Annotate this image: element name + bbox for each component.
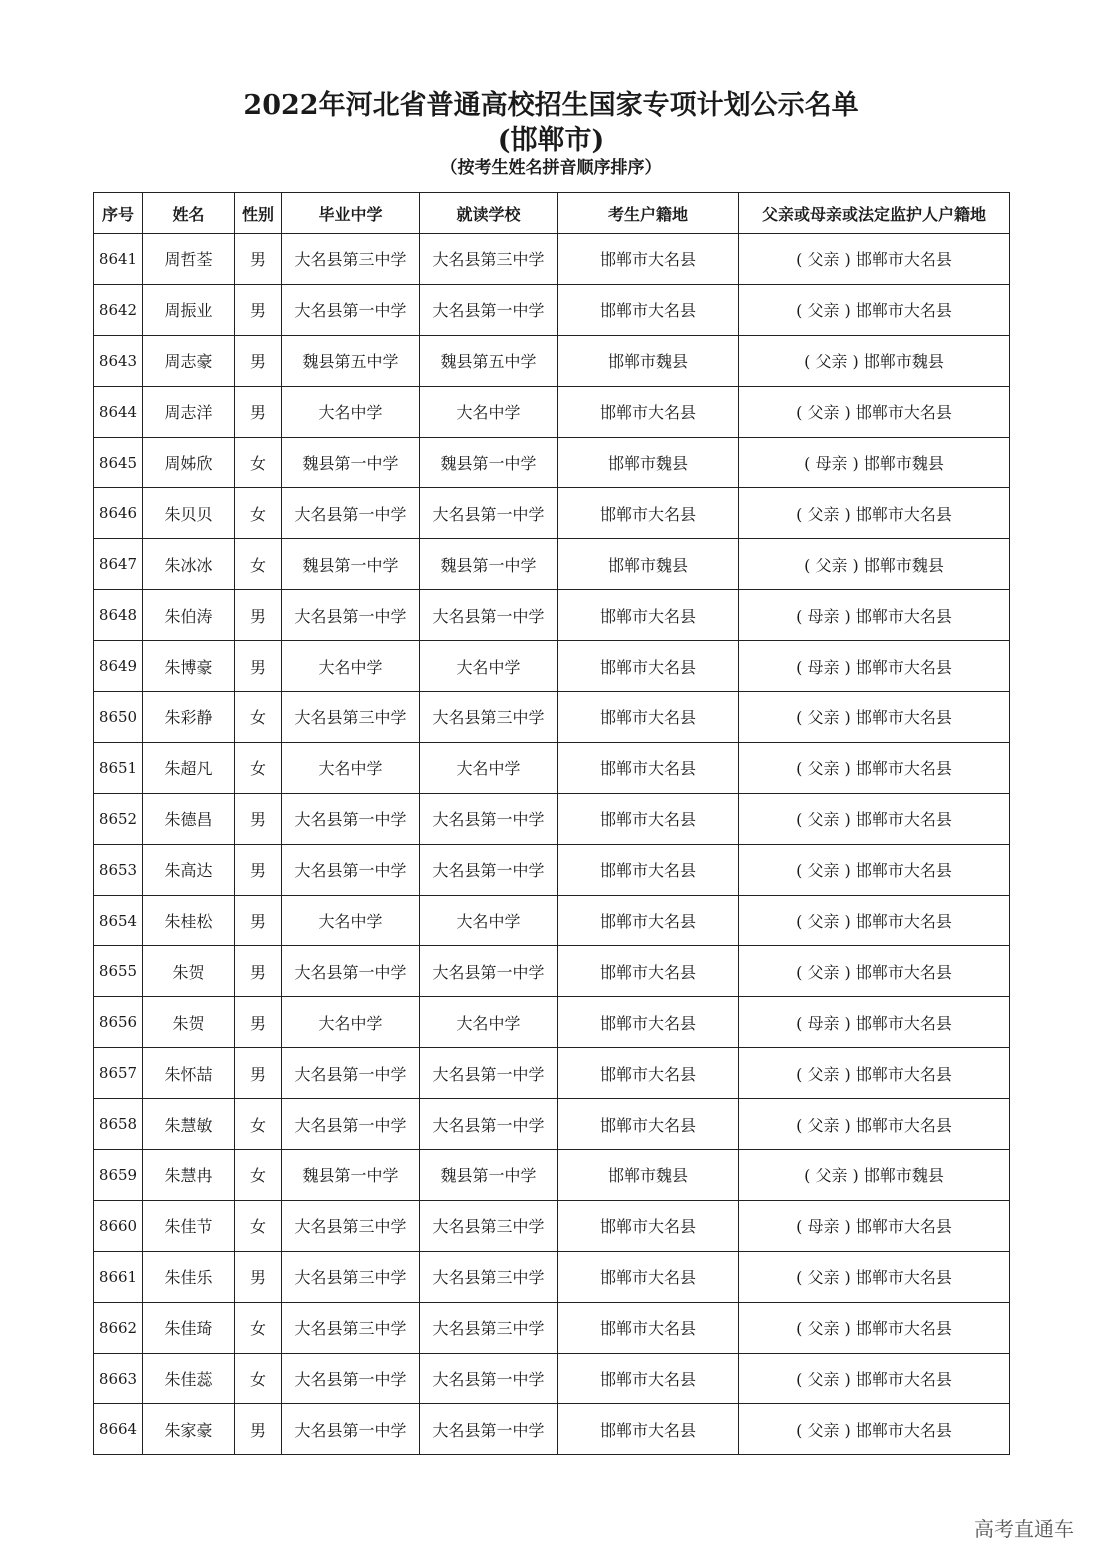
cell-grad-school: 大名县第三中学 xyxy=(282,1251,420,1302)
cell-guardian-hukou: ( 母亲 ) 邯郸市大名县 xyxy=(739,997,1010,1048)
header-col-student-hukou: 考生户籍地 xyxy=(558,193,739,234)
cell-name: 周姊欣 xyxy=(143,437,235,488)
cell-gender: 男 xyxy=(235,641,282,692)
cell-no: 8645 xyxy=(94,437,143,488)
cell-gender: 男 xyxy=(235,284,282,335)
cell-student-hukou: 邯郸市大名县 xyxy=(558,742,739,793)
table-row xyxy=(94,386,1010,437)
cell-student-hukou: 邯郸市魏县 xyxy=(558,437,739,488)
cell-no: 8656 xyxy=(94,997,143,1048)
cell-grad-school: 大名县第一中学 xyxy=(282,844,420,895)
cell-guardian-hukou: ( 父亲 ) 邯郸市大名县 xyxy=(739,1302,1010,1353)
cell-student-hukou: 邯郸市大名县 xyxy=(558,1404,739,1455)
cell-grad-school: 大名县第一中学 xyxy=(282,793,420,844)
watermark-text: 高考直通车 xyxy=(974,1517,1074,1541)
table-row xyxy=(94,1302,1010,1353)
table-row xyxy=(94,1200,1010,1251)
cell-gender: 男 xyxy=(235,844,282,895)
cell-name: 朱佳蕊 xyxy=(143,1353,235,1404)
cell-gender: 女 xyxy=(235,488,282,539)
table-row xyxy=(94,590,1010,641)
cell-gender: 女 xyxy=(235,1353,282,1404)
cell-no: 8642 xyxy=(94,284,143,335)
cell-name: 朱彩静 xyxy=(143,692,235,743)
cell-no: 8663 xyxy=(94,1353,143,1404)
cell-grad-school: 大名中学 xyxy=(282,997,420,1048)
cell-guardian-hukou: ( 父亲 ) 邯郸市魏县 xyxy=(739,539,1010,590)
cell-name: 朱超凡 xyxy=(143,742,235,793)
cell-student-hukou: 邯郸市魏县 xyxy=(558,539,739,590)
cell-gender: 男 xyxy=(235,1048,282,1099)
table-row xyxy=(94,1099,1010,1150)
cell-student-hukou: 邯郸市魏县 xyxy=(558,335,739,386)
cell-no: 8664 xyxy=(94,1404,143,1455)
cell-name: 朱慧冉 xyxy=(143,1150,235,1201)
cell-no: 8654 xyxy=(94,895,143,946)
cell-no: 8646 xyxy=(94,488,143,539)
cell-grad-school: 魏县第一中学 xyxy=(282,539,420,590)
cell-current-school: 大名县第三中学 xyxy=(420,692,558,743)
cell-current-school: 魏县第五中学 xyxy=(420,335,558,386)
roster-table xyxy=(93,192,1010,1455)
cell-student-hukou: 邯郸市大名县 xyxy=(558,946,739,997)
cell-name: 朱桂松 xyxy=(143,895,235,946)
cell-gender: 女 xyxy=(235,1150,282,1201)
table-header-row xyxy=(94,193,1010,234)
table-row xyxy=(94,692,1010,743)
cell-student-hukou: 邯郸市魏县 xyxy=(558,1150,739,1201)
cell-grad-school: 大名县第三中学 xyxy=(282,234,420,285)
cell-student-hukou: 邯郸市大名县 xyxy=(558,1048,739,1099)
header-col-name: 姓名 xyxy=(143,193,235,234)
cell-guardian-hukou: ( 父亲 ) 邯郸市大名县 xyxy=(739,1404,1010,1455)
document-city: (邯郸市) xyxy=(497,125,605,156)
cell-student-hukou: 邯郸市大名县 xyxy=(558,1353,739,1404)
cell-current-school: 大名县第三中学 xyxy=(420,1302,558,1353)
cell-no: 8661 xyxy=(94,1251,143,1302)
cell-guardian-hukou: ( 父亲 ) 邯郸市大名县 xyxy=(739,844,1010,895)
cell-guardian-hukou: ( 父亲 ) 邯郸市大名县 xyxy=(739,692,1010,743)
cell-grad-school: 大名县第三中学 xyxy=(282,692,420,743)
cell-name: 朱贝贝 xyxy=(143,488,235,539)
cell-student-hukou: 邯郸市大名县 xyxy=(558,1099,739,1150)
table-row xyxy=(94,793,1010,844)
cell-gender: 女 xyxy=(235,539,282,590)
cell-current-school: 大名县第三中学 xyxy=(420,1200,558,1251)
cell-name: 朱佳琦 xyxy=(143,1302,235,1353)
cell-no: 8662 xyxy=(94,1302,143,1353)
cell-current-school: 大名中学 xyxy=(420,742,558,793)
cell-no: 8653 xyxy=(94,844,143,895)
cell-grad-school: 魏县第一中学 xyxy=(282,437,420,488)
cell-gender: 男 xyxy=(235,946,282,997)
cell-grad-school: 大名中学 xyxy=(282,742,420,793)
table-body xyxy=(94,234,1010,1455)
cell-grad-school: 魏县第五中学 xyxy=(282,335,420,386)
cell-name: 周志豪 xyxy=(143,335,235,386)
cell-student-hukou: 邯郸市大名县 xyxy=(558,692,739,743)
cell-current-school: 魏县第一中学 xyxy=(420,1150,558,1201)
cell-guardian-hukou: ( 父亲 ) 邯郸市大名县 xyxy=(739,1353,1010,1404)
cell-no: 8657 xyxy=(94,1048,143,1099)
cell-gender: 男 xyxy=(235,335,282,386)
sort-note: （按考生姓名拼音顺序排序） xyxy=(440,158,662,178)
cell-grad-school: 大名县第一中学 xyxy=(282,284,420,335)
cell-no: 8649 xyxy=(94,641,143,692)
cell-gender: 女 xyxy=(235,1099,282,1150)
table-row xyxy=(94,1150,1010,1201)
cell-gender: 男 xyxy=(235,793,282,844)
cell-guardian-hukou: ( 父亲 ) 邯郸市大名县 xyxy=(739,895,1010,946)
header-col-gender: 性别 xyxy=(235,193,282,234)
cell-grad-school: 大名中学 xyxy=(282,386,420,437)
cell-gender: 男 xyxy=(235,386,282,437)
cell-guardian-hukou: ( 父亲 ) 邯郸市大名县 xyxy=(739,742,1010,793)
cell-student-hukou: 邯郸市大名县 xyxy=(558,895,739,946)
cell-current-school: 大名中学 xyxy=(420,641,558,692)
cell-name: 朱佳节 xyxy=(143,1200,235,1251)
cell-gender: 女 xyxy=(235,1200,282,1251)
cell-grad-school: 大名县第三中学 xyxy=(282,1200,420,1251)
table-row xyxy=(94,641,1010,692)
cell-current-school: 大名县第一中学 xyxy=(420,793,558,844)
cell-guardian-hukou: ( 母亲 ) 邯郸市大名县 xyxy=(739,641,1010,692)
cell-current-school: 大名县第一中学 xyxy=(420,844,558,895)
cell-no: 8650 xyxy=(94,692,143,743)
table-row xyxy=(94,895,1010,946)
cell-guardian-hukou: ( 母亲 ) 邯郸市魏县 xyxy=(739,437,1010,488)
cell-gender: 男 xyxy=(235,1251,282,1302)
cell-grad-school: 大名县第三中学 xyxy=(282,1302,420,1353)
cell-grad-school: 大名县第一中学 xyxy=(282,1353,420,1404)
table-row xyxy=(94,1048,1010,1099)
cell-student-hukou: 邯郸市大名县 xyxy=(558,997,739,1048)
cell-guardian-hukou: ( 父亲 ) 邯郸市大名县 xyxy=(739,793,1010,844)
cell-name: 周哲荃 xyxy=(143,234,235,285)
cell-student-hukou: 邯郸市大名县 xyxy=(558,1251,739,1302)
cell-student-hukou: 邯郸市大名县 xyxy=(558,793,739,844)
cell-name: 周志洋 xyxy=(143,386,235,437)
cell-student-hukou: 邯郸市大名县 xyxy=(558,386,739,437)
cell-name: 朱贺 xyxy=(143,946,235,997)
cell-guardian-hukou: ( 父亲 ) 邯郸市大名县 xyxy=(739,1048,1010,1099)
cell-grad-school: 大名县第一中学 xyxy=(282,1099,420,1150)
cell-grad-school: 大名县第一中学 xyxy=(282,488,420,539)
cell-no: 8651 xyxy=(94,742,143,793)
cell-name: 朱德昌 xyxy=(143,793,235,844)
cell-current-school: 大名中学 xyxy=(420,386,558,437)
cell-student-hukou: 邯郸市大名县 xyxy=(558,488,739,539)
cell-name: 朱慧敏 xyxy=(143,1099,235,1150)
cell-student-hukou: 邯郸市大名县 xyxy=(558,1200,739,1251)
cell-name: 朱家豪 xyxy=(143,1404,235,1455)
cell-gender: 女 xyxy=(235,1302,282,1353)
cell-current-school: 大名县第一中学 xyxy=(420,1099,558,1150)
cell-current-school: 大名县第一中学 xyxy=(420,284,558,335)
cell-student-hukou: 邯郸市大名县 xyxy=(558,844,739,895)
header-col-current-school: 就读学校 xyxy=(420,193,558,234)
cell-gender: 男 xyxy=(235,234,282,285)
table-row xyxy=(94,997,1010,1048)
cell-guardian-hukou: ( 父亲 ) 邯郸市魏县 xyxy=(739,1150,1010,1201)
cell-current-school: 大名县第三中学 xyxy=(420,234,558,285)
cell-gender: 女 xyxy=(235,742,282,793)
cell-no: 8659 xyxy=(94,1150,143,1201)
cell-name: 朱伯涛 xyxy=(143,590,235,641)
cell-current-school: 大名县第一中学 xyxy=(420,488,558,539)
table-row xyxy=(94,488,1010,539)
cell-current-school: 大名县第三中学 xyxy=(420,1251,558,1302)
cell-guardian-hukou: ( 父亲 ) 邯郸市大名县 xyxy=(739,386,1010,437)
cell-current-school: 大名县第一中学 xyxy=(420,1048,558,1099)
cell-guardian-hukou: ( 父亲 ) 邯郸市大名县 xyxy=(739,488,1010,539)
cell-current-school: 大名县第一中学 xyxy=(420,590,558,641)
cell-guardian-hukou: ( 父亲 ) 邯郸市魏县 xyxy=(739,335,1010,386)
cell-current-school: 大名中学 xyxy=(420,895,558,946)
table-row xyxy=(94,742,1010,793)
cell-guardian-hukou: ( 父亲 ) 邯郸市大名县 xyxy=(739,234,1010,285)
cell-current-school: 大名中学 xyxy=(420,997,558,1048)
header-col-grad-school: 毕业中学 xyxy=(282,193,420,234)
cell-guardian-hukou: ( 父亲 ) 邯郸市大名县 xyxy=(739,1099,1010,1150)
table-row xyxy=(94,539,1010,590)
cell-guardian-hukou: ( 母亲 ) 邯郸市大名县 xyxy=(739,590,1010,641)
table-row xyxy=(94,844,1010,895)
table-row xyxy=(94,437,1010,488)
cell-no: 8660 xyxy=(94,1200,143,1251)
cell-no: 8644 xyxy=(94,386,143,437)
header-col-guardian-hukou: 父亲或母亲或法定监护人户籍地 xyxy=(739,193,1010,234)
cell-gender: 男 xyxy=(235,895,282,946)
cell-guardian-hukou: ( 母亲 ) 邯郸市大名县 xyxy=(739,1200,1010,1251)
cell-no: 8641 xyxy=(94,234,143,285)
cell-no: 8647 xyxy=(94,539,143,590)
cell-name: 周振业 xyxy=(143,284,235,335)
cell-current-school: 魏县第一中学 xyxy=(420,539,558,590)
cell-student-hukou: 邯郸市大名县 xyxy=(558,234,739,285)
cell-student-hukou: 邯郸市大名县 xyxy=(558,284,739,335)
cell-gender: 女 xyxy=(235,692,282,743)
table-row xyxy=(94,1404,1010,1455)
document-title: 2022年河北省普通高校招生国家专项计划公示名单 xyxy=(243,90,859,121)
cell-name: 朱冰冰 xyxy=(143,539,235,590)
cell-current-school: 大名县第一中学 xyxy=(420,1353,558,1404)
cell-guardian-hukou: ( 父亲 ) 邯郸市大名县 xyxy=(739,946,1010,997)
cell-name: 朱佳乐 xyxy=(143,1251,235,1302)
cell-no: 8655 xyxy=(94,946,143,997)
cell-gender: 男 xyxy=(235,1404,282,1455)
cell-current-school: 大名县第一中学 xyxy=(420,1404,558,1455)
cell-gender: 男 xyxy=(235,997,282,1048)
cell-current-school: 魏县第一中学 xyxy=(420,437,558,488)
cell-name: 朱高达 xyxy=(143,844,235,895)
cell-current-school: 大名县第一中学 xyxy=(420,946,558,997)
cell-guardian-hukou: ( 父亲 ) 邯郸市大名县 xyxy=(739,284,1010,335)
cell-guardian-hukou: ( 父亲 ) 邯郸市大名县 xyxy=(739,1251,1010,1302)
cell-grad-school: 大名县第一中学 xyxy=(282,1404,420,1455)
cell-name: 朱博豪 xyxy=(143,641,235,692)
table-row xyxy=(94,234,1010,285)
cell-grad-school: 大名县第一中学 xyxy=(282,590,420,641)
table-row xyxy=(94,1251,1010,1302)
cell-student-hukou: 邯郸市大名县 xyxy=(558,1302,739,1353)
table-row xyxy=(94,284,1010,335)
table-row xyxy=(94,1353,1010,1404)
cell-student-hukou: 邯郸市大名县 xyxy=(558,590,739,641)
cell-no: 8643 xyxy=(94,335,143,386)
table-row xyxy=(94,335,1010,386)
table-row xyxy=(94,946,1010,997)
cell-grad-school: 大名县第一中学 xyxy=(282,946,420,997)
header-col-no: 序号 xyxy=(94,193,143,234)
cell-student-hukou: 邯郸市大名县 xyxy=(558,641,739,692)
cell-no: 8658 xyxy=(94,1099,143,1150)
cell-grad-school: 大名县第一中学 xyxy=(282,1048,420,1099)
cell-name: 朱贺 xyxy=(143,997,235,1048)
cell-no: 8652 xyxy=(94,793,143,844)
cell-name: 朱怀喆 xyxy=(143,1048,235,1099)
cell-grad-school: 魏县第一中学 xyxy=(282,1150,420,1201)
cell-grad-school: 大名中学 xyxy=(282,641,420,692)
cell-grad-school: 大名中学 xyxy=(282,895,420,946)
cell-gender: 男 xyxy=(235,590,282,641)
cell-no: 8648 xyxy=(94,590,143,641)
cell-gender: 女 xyxy=(235,437,282,488)
